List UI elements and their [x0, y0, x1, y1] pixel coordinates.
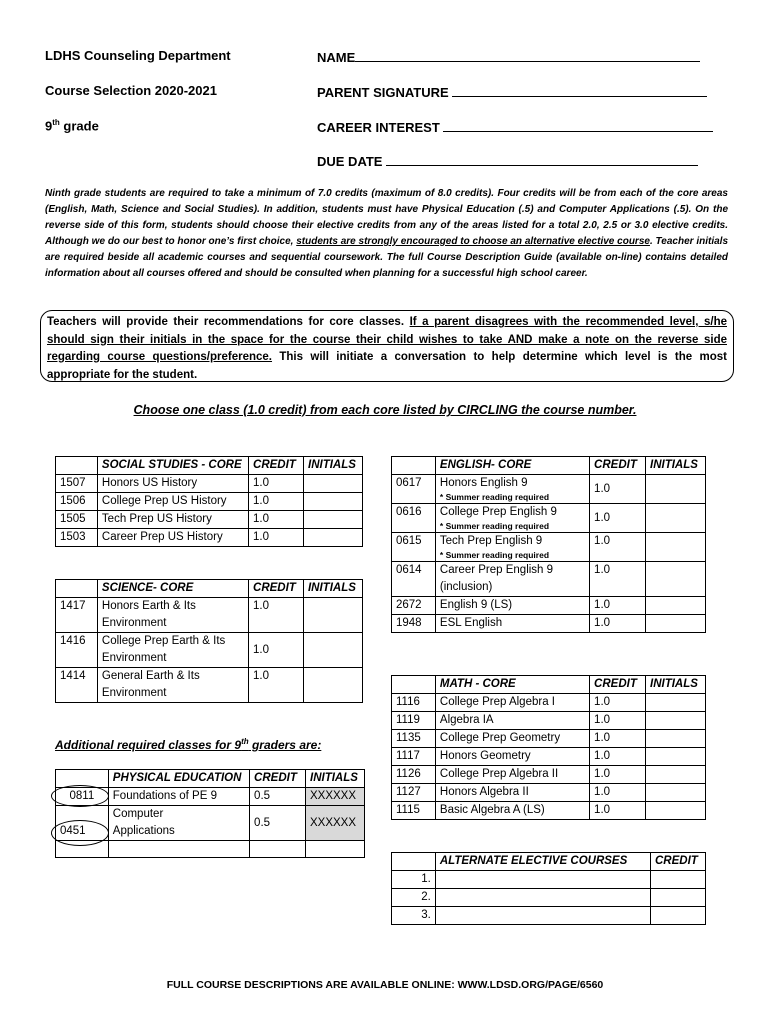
- alternate-credit-input[interactable]: [651, 907, 706, 925]
- course-number[interactable]: 1948: [392, 615, 436, 633]
- course-number[interactable]: 1416: [56, 633, 98, 668]
- alternate-course-input[interactable]: [435, 889, 650, 907]
- table-row: [392, 784, 706, 802]
- social-studies-table: [55, 456, 363, 547]
- grade-superscript: th: [52, 118, 60, 127]
- alternate-credit-input[interactable]: [651, 871, 706, 889]
- course-number[interactable]: 1115: [392, 802, 436, 820]
- course-credit: 1.0: [590, 766, 646, 784]
- science-header-course: SCIENCE- CORE: [97, 580, 248, 598]
- course-name-line-2: Environment: [101, 652, 167, 664]
- course-name-line-1: Honors English 9: [439, 477, 528, 489]
- science-header-credit: CREDIT: [249, 580, 304, 598]
- course-credit: 1.0: [590, 730, 646, 748]
- math-table: [391, 675, 706, 820]
- course-selection-year: Course Selection 2020-2021: [45, 83, 217, 98]
- department-name: LDHS Counseling Department: [45, 48, 231, 63]
- course-credit: 1.0: [590, 712, 646, 730]
- course-credit: 1.0: [590, 748, 646, 766]
- empty-cell: [306, 841, 365, 858]
- course-credit: 1.0: [590, 615, 646, 633]
- social-header-course: SOCIAL STUDIES - CORE: [97, 457, 248, 475]
- course-name: College Prep Geometry: [435, 730, 589, 748]
- course-credit: 0.5: [250, 788, 306, 806]
- course-number[interactable]: 2672: [392, 597, 436, 615]
- course-name: [435, 475, 589, 504]
- table-row: [392, 730, 706, 748]
- course-credit: 1.0: [249, 633, 304, 668]
- course-name: Algebra IA: [435, 712, 589, 730]
- additional-required-label: [55, 737, 321, 752]
- alternate-header-credit: CREDIT: [651, 853, 706, 871]
- grade-number: 9: [45, 118, 53, 134]
- parent-signature-field[interactable]: [317, 83, 707, 100]
- course-number[interactable]: 1417: [56, 598, 98, 633]
- initials-cell[interactable]: [646, 712, 706, 730]
- intro-paragraph: [45, 186, 728, 282]
- initials-cell[interactable]: [646, 615, 706, 633]
- course-number[interactable]: 1116: [392, 694, 436, 712]
- course-name-line-1: College Prep English 9: [439, 506, 557, 518]
- due-date-label: DUE DATE: [317, 154, 383, 169]
- alternate-row-number: 1.: [392, 871, 436, 889]
- alternate-course-input[interactable]: [435, 907, 650, 925]
- course-name-line-1: Honors Earth & Its: [101, 600, 196, 612]
- table-row: [392, 889, 706, 907]
- parent-signature-label: PARENT SIGNATURE: [317, 85, 449, 100]
- table-row: [392, 802, 706, 820]
- additional-label-tail: graders are:: [248, 738, 322, 752]
- table-row: [392, 533, 706, 562]
- course-name: [108, 806, 249, 841]
- course-name-line-2: Applications: [112, 825, 175, 837]
- course-credit: 1.0: [590, 475, 646, 504]
- name-label: NAME: [317, 50, 356, 65]
- course-credit: 1.0: [590, 784, 646, 802]
- header-blank-cell: [56, 457, 98, 475]
- course-name: ESL English: [435, 615, 589, 633]
- header-blank-cell: [392, 853, 436, 871]
- table-row: [56, 633, 363, 668]
- course-name-line-1: Tech Prep English 9: [439, 535, 543, 547]
- course-name: Honors US History: [97, 475, 248, 493]
- initials-cell[interactable]: [303, 668, 362, 703]
- initials-cell[interactable]: [646, 730, 706, 748]
- course-credit: 1.0: [249, 475, 304, 493]
- table-row: [392, 871, 706, 889]
- pe-header-credit: CREDIT: [250, 770, 306, 788]
- alternate-row-number: 2.: [392, 889, 436, 907]
- initials-cell[interactable]: [646, 475, 706, 504]
- initials-cell[interactable]: [303, 633, 362, 668]
- course-number[interactable]: 1414: [56, 668, 98, 703]
- initials-cell[interactable]: [646, 748, 706, 766]
- course-credit: 1.0: [590, 533, 646, 562]
- teacher-recommendation-notice: [40, 310, 734, 382]
- table-row: [392, 712, 706, 730]
- course-name-line-1: Computer: [112, 808, 164, 820]
- due-date-line[interactable]: [386, 152, 698, 166]
- course-name: College Prep Algebra I: [435, 694, 589, 712]
- notice-underlined-text: If a parent disagrees with the recommended level, s/he should sign their initials in the space for the course their child wishes to take AND make a note on the reverse side regarding course questions/preference.: [47, 316, 727, 363]
- circled-course-0811: [51, 785, 109, 807]
- career-interest-line[interactable]: [443, 118, 713, 132]
- initials-cell[interactable]: [646, 597, 706, 615]
- course-credit: 1.0: [590, 562, 646, 597]
- physical-education-table: [55, 769, 365, 858]
- due-date-field[interactable]: [317, 152, 698, 169]
- course-credit: 1.0: [249, 511, 304, 529]
- grade-word: grade: [59, 118, 99, 134]
- course-name: Honors Geometry: [435, 748, 589, 766]
- course-number[interactable]: 0615: [392, 533, 436, 562]
- table-row: [392, 562, 706, 597]
- course-name: College Prep US History: [97, 493, 248, 511]
- initials-cell[interactable]: [304, 493, 363, 511]
- choose-instruction: Choose one class (1.0 credit) from each core listed by CIRCLING the course number.: [133, 403, 637, 417]
- course-number[interactable]: 1127: [392, 784, 436, 802]
- initials-cell[interactable]: [646, 694, 706, 712]
- alternate-electives-table: [391, 852, 706, 925]
- parent-signature-line[interactable]: [452, 83, 707, 97]
- initials-cell[interactable]: [646, 562, 706, 597]
- table-row: [56, 668, 363, 703]
- grade-level: [45, 118, 99, 133]
- course-name: [97, 633, 248, 668]
- course-number: 0451: [56, 806, 109, 841]
- summer-reading-note: * Summer reading required: [439, 521, 550, 531]
- career-interest-label: CAREER INTEREST: [317, 120, 440, 135]
- social-header-credit: CREDIT: [249, 457, 304, 475]
- course-name-line-2: (inclusion): [439, 581, 493, 593]
- course-credit: 1.0: [249, 529, 304, 547]
- table-row: [56, 475, 363, 493]
- table-row: [392, 504, 706, 533]
- course-name-line-2: Environment: [101, 617, 167, 629]
- course-number: 0811: [56, 788, 109, 806]
- course-number[interactable]: 1507: [56, 475, 98, 493]
- table-row: [392, 907, 706, 925]
- course-name: Foundations of PE 9: [108, 788, 249, 806]
- course-credit: 1.0: [249, 493, 304, 511]
- table-row: [56, 511, 363, 529]
- table-row: [56, 529, 363, 547]
- initials-cell[interactable]: [646, 504, 706, 533]
- english-header-course: ENGLISH- CORE: [435, 457, 589, 475]
- course-name-line-1: Career Prep English 9: [439, 564, 554, 576]
- header-blank-cell: [392, 676, 436, 694]
- initials-cell[interactable]: [304, 475, 363, 493]
- table-row: [392, 475, 706, 504]
- course-name-line-1: College Prep Earth & Its: [101, 635, 226, 647]
- intro-underlined-text: students are strongly encouraged to choose an alternative elective course: [296, 236, 650, 247]
- table-row: [56, 841, 365, 858]
- science-table: [55, 579, 363, 703]
- course-name: Basic Algebra A (LS): [435, 802, 589, 820]
- summer-reading-note: * Summer reading required: [439, 492, 550, 502]
- career-interest-field[interactable]: [317, 118, 713, 135]
- notice-text-1: Teachers will provide their recommendations for core classes.: [47, 316, 410, 328]
- course-name: Tech Prep US History: [97, 511, 248, 529]
- initials-cell[interactable]: [304, 511, 363, 529]
- course-number[interactable]: 0614: [392, 562, 436, 597]
- initials-cell: XXXXXX: [306, 788, 365, 806]
- course-name: Career Prep US History: [97, 529, 248, 547]
- course-name: College Prep Algebra II: [435, 766, 589, 784]
- header-blank-cell: [56, 580, 98, 598]
- initials-cell[interactable]: [646, 533, 706, 562]
- course-number[interactable]: 1135: [392, 730, 436, 748]
- course-name: Honors Algebra II: [435, 784, 589, 802]
- pe-header-initials: INITIALS: [306, 770, 365, 788]
- course-number[interactable]: 1119: [392, 712, 436, 730]
- table-row: [56, 598, 363, 633]
- table-row: [392, 694, 706, 712]
- course-number[interactable]: 1505: [56, 511, 98, 529]
- table-row: [56, 493, 363, 511]
- course-number[interactable]: 1506: [56, 493, 98, 511]
- course-credit: 1.0: [590, 597, 646, 615]
- notice-text-2: This will initiate a conversation to help determine which level is the most appropriate for the student.: [47, 351, 727, 381]
- english-header-credit: CREDIT: [590, 457, 646, 475]
- science-header-initials: INITIALS: [303, 580, 362, 598]
- table-row: [392, 748, 706, 766]
- math-header-credit: CREDIT: [590, 676, 646, 694]
- course-number[interactable]: 1126: [392, 766, 436, 784]
- course-credit: 1.0: [590, 802, 646, 820]
- course-name: [435, 562, 589, 597]
- header-blank-cell: [392, 457, 436, 475]
- course-name: [97, 598, 248, 633]
- additional-label-text: Additional required classes for 9: [55, 738, 242, 752]
- alternate-header-course: ALTERNATE ELECTIVE COURSES: [435, 853, 650, 871]
- math-header-initials: INITIALS: [646, 676, 706, 694]
- english-header-initials: INITIALS: [646, 457, 706, 475]
- course-name-line-1: General Earth & Its: [101, 670, 200, 682]
- alternate-course-input[interactable]: [435, 871, 650, 889]
- table-row: [392, 766, 706, 784]
- initials-cell[interactable]: [646, 766, 706, 784]
- course-name: [435, 504, 589, 533]
- table-row: [392, 615, 706, 633]
- additional-superscript: th: [241, 737, 249, 746]
- footer-note: FULL COURSE DESCRIPTIONS ARE AVAILABLE ONLINE: WWW.LDSD.ORG/PAGE/6560: [166, 979, 604, 991]
- english-table: [391, 456, 706, 633]
- alternate-row-number: 3.: [392, 907, 436, 925]
- circled-course-0451: [51, 820, 109, 846]
- course-number[interactable]: 0617: [392, 475, 436, 504]
- summer-reading-note: * Summer reading required: [439, 550, 550, 560]
- course-name-line-2: Environment: [101, 687, 167, 699]
- empty-cell: [250, 841, 306, 858]
- initials-cell[interactable]: [303, 598, 362, 633]
- course-name: English 9 (LS): [435, 597, 589, 615]
- math-header-course: MATH - CORE: [435, 676, 589, 694]
- initials-cell[interactable]: [646, 802, 706, 820]
- course-number[interactable]: 1117: [392, 748, 436, 766]
- course-credit: 0.5: [250, 806, 306, 841]
- initials-cell: XXXXXX: [306, 806, 365, 841]
- pe-header-course: PHYSICAL EDUCATION: [108, 770, 249, 788]
- intro-text-1: Ninth grade students are required to take a minimum of 7.0 credits (maximum of 8.0 credits). Four credits will be from each of the core areas (English, Math, Science and Social Studies). In addition, students must have Physical Education (.5) and Computer Applications (.5). On the reverse side of this form, students should choose their elective credits from any of the areas listed for a total 2.0, 2.5 or 3.0 elective credits. Although we do our best to honor one’s first choice,: [45, 188, 728, 247]
- alternate-credit-input[interactable]: [651, 889, 706, 907]
- course-credit: 1.0: [249, 668, 304, 703]
- course-credit: 1.0: [590, 504, 646, 533]
- initials-cell[interactable]: [646, 784, 706, 802]
- intro-text-2: . Teacher initials are required beside all academic courses and sequential coursework. The full Course Description Guide (available on-line) contains detailed information about all courses offered and should be consulted when planning for a successful high school career.: [45, 236, 729, 279]
- course-name: [435, 533, 589, 562]
- course-name: [97, 668, 248, 703]
- course-credit: 1.0: [249, 598, 304, 633]
- empty-cell: [108, 841, 249, 858]
- social-header-initials: INITIALS: [304, 457, 363, 475]
- name-field[interactable]: [317, 48, 700, 65]
- course-number[interactable]: 0616: [392, 504, 436, 533]
- course-number[interactable]: 1503: [56, 529, 98, 547]
- course-credit: 1.0: [590, 694, 646, 712]
- table-row: [392, 597, 706, 615]
- initials-cell[interactable]: [304, 529, 363, 547]
- name-line[interactable]: [355, 48, 700, 62]
